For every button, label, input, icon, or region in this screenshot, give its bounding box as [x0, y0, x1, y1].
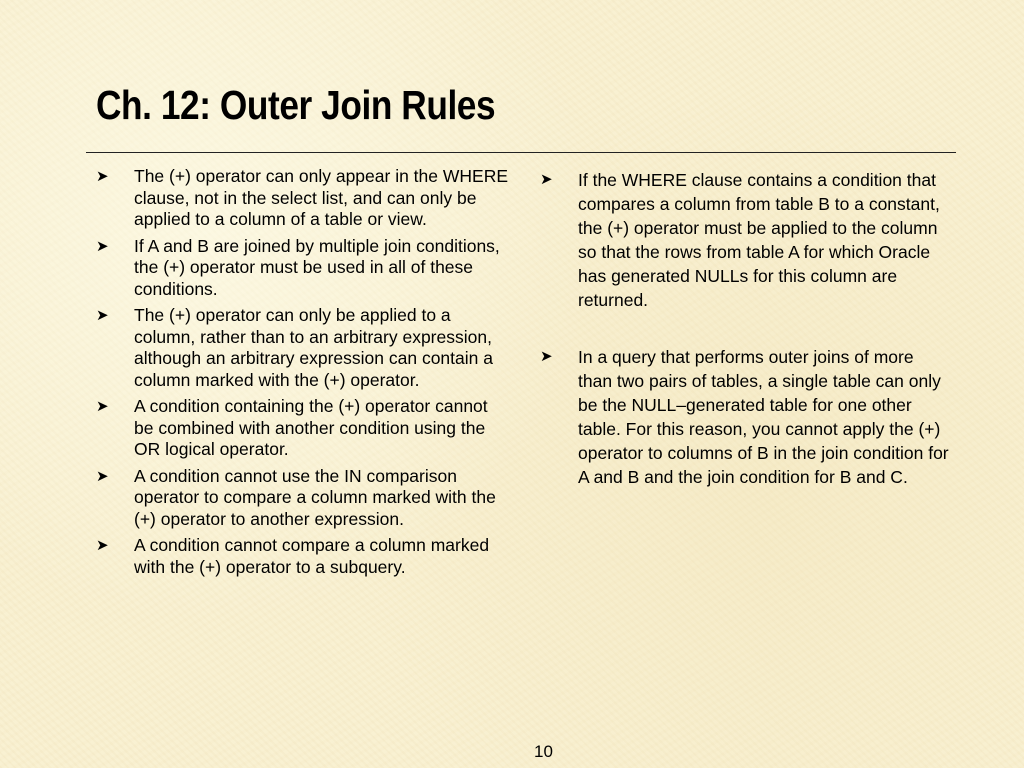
bullet-text: In a query that performs outer joins of more than two pairs of tables, a single table can only be the NULL–generated table for one other table. For this reason, you cannot apply the (+) operator to columns of B in the join condition for A and B and the join condition for B and C.	[578, 347, 949, 487]
list-item	[96, 466, 511, 531]
right-bullet-list	[540, 168, 950, 522]
list-item	[540, 168, 950, 312]
arrow-bullet-icon: ➤	[96, 398, 109, 415]
arrow-bullet-icon: ➤	[96, 307, 109, 324]
bullet-text: If the WHERE clause contains a condition that compares a column from table B to a constant, the (+) operator must be applied to the column so that the rows from table A for which Oracle has generated NULLs for this column are returned.	[578, 170, 940, 310]
arrow-bullet-icon: ➤	[540, 171, 553, 188]
list-item	[96, 236, 511, 301]
list-item	[540, 345, 950, 489]
bullet-text: The (+) operator can only appear in the WHERE clause, not in the select list, and can only be applied to a column of a table or view.	[134, 166, 509, 229]
arrow-bullet-icon: ➤	[96, 537, 109, 554]
bullet-text: The (+) operator can only be applied to a column, rather than to an arbitrary expression, although an arbitrary expression can contain a column marked with the (+) operator.	[134, 305, 493, 390]
bullet-text: If A and B are joined by multiple join conditions, the (+) operator must be used in all of these conditions.	[134, 235, 500, 299]
slide-title: Ch. 12: Outer Join Rules	[96, 82, 496, 128]
bullet-text: A condition containing the (+) operator cannot be combined with another condition using the OR logical operator.	[134, 396, 488, 459]
arrow-bullet-icon: ➤	[96, 237, 109, 255]
arrow-bullet-icon: ➤	[96, 168, 109, 185]
list-item	[96, 166, 511, 231]
title-divider	[86, 152, 956, 153]
bullet-text: A condition cannot use the IN comparison operator to compare a column marked with the (+) operator to another expression.	[134, 465, 496, 529]
list-item	[96, 535, 511, 578]
page-number: 10	[534, 742, 553, 761]
arrow-bullet-icon: ➤	[96, 467, 109, 485]
left-bullet-list	[96, 166, 511, 583]
list-item	[96, 396, 511, 461]
arrow-bullet-icon: ➤	[540, 348, 553, 365]
list-item	[96, 305, 511, 391]
bullet-text: A condition cannot compare a column marked with the (+) operator to a subquery.	[134, 535, 490, 577]
